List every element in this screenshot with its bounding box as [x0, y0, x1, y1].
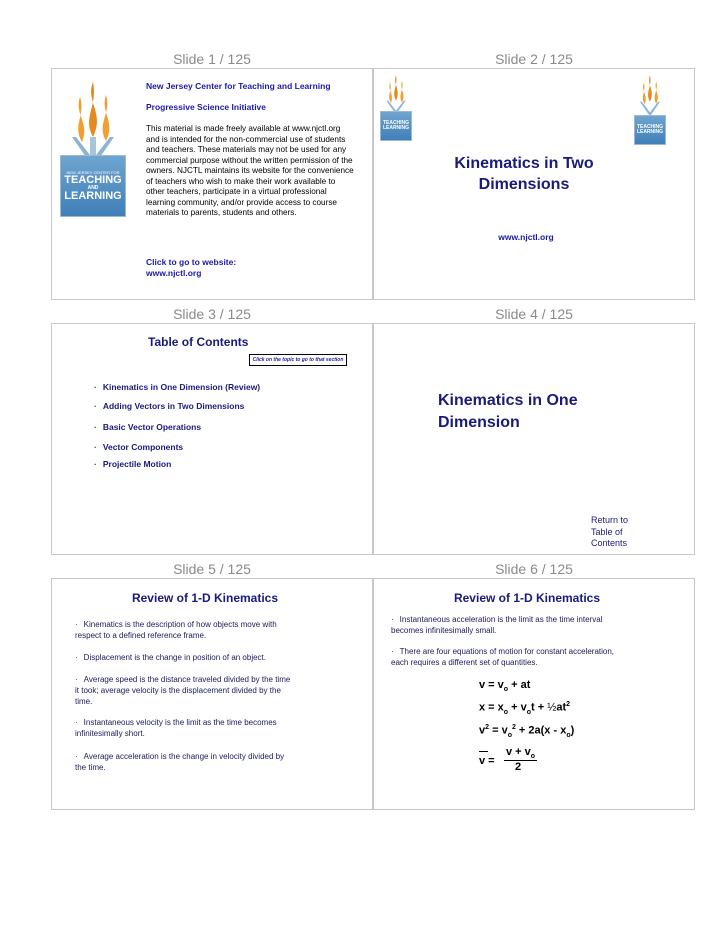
- slide-4-label: Slide 4 / 125: [495, 306, 573, 322]
- toc-hint-text: Click on the topic to go to that section: [252, 357, 344, 363]
- eq4-vbar: [479, 751, 488, 752]
- logo-line-4: LEARNING: [64, 189, 122, 202]
- toc-item-4-label: Vector Components: [102, 442, 184, 452]
- slide-5-title: Review of 1-D Kinematics: [131, 591, 279, 605]
- return-line-2: Table of: [591, 526, 623, 537]
- slide-4-title-line-2: Dimension: [438, 414, 520, 431]
- bullet-5-line-2: the time.: [75, 763, 106, 772]
- bullet-1: · Kinematics is the description of how objects move with respect to a defined reference frame.: [75, 620, 277, 640]
- toc-item-1[interactable]: · Kinematics in One Dimension (Review): [94, 382, 261, 392]
- slide-6[interactable]: [373, 578, 695, 810]
- slide-4-title-line-1: Kinematics in One: [438, 392, 578, 409]
- njctl-logo: [60, 77, 126, 217]
- slide-6-label: Slide 6 / 125: [495, 561, 573, 577]
- return-line-3: Contents: [591, 538, 628, 548]
- website-link[interactable]: www.njctl.org: [146, 268, 202, 278]
- toc-item-3[interactable]: · Basic Vector Operations: [94, 422, 202, 432]
- slide-5[interactable]: [51, 578, 373, 810]
- bullet-4: · Instantaneous velocity is the limit as the time becomes infinitesimally short.: [75, 718, 277, 738]
- org-name: New Jersey Center for Teaching and Learning: [146, 81, 331, 91]
- logo-left-line-4: LEARNING: [382, 125, 410, 131]
- slide-3-label: Slide 3 / 125: [173, 306, 251, 322]
- bullet-3: · Average speed is the distance traveled divided by the time it took; average velocity is the displacement divided by the time.: [75, 675, 291, 706]
- s6-bullet-1-line-2: becomes infinitesimally small.: [391, 626, 497, 635]
- toc-item-2-label: Adding Vectors in Two Dimensions: [102, 401, 245, 411]
- disclaimer-text: This material is made freely available at www.njctl.org and is intended for the non-commercial use of students and teachers. These materials may not be used for any commercial purpose without the written permission of the owners. NJCTL maintains its website for the convenience of teachers who wish to make their work available to other teachers, participate in a virtual professional learning community, and/or provide access to course materials to parents, students and others.: [146, 124, 354, 217]
- initiative-name: Progressive Science Initiative: [146, 102, 267, 112]
- slide-2[interactable]: [373, 68, 695, 300]
- eq4-lhs: v =: [479, 755, 495, 767]
- s6-bullet-2-line-2: each requires a different set of quantities.: [391, 658, 538, 667]
- website-url[interactable]: www.njctl.org: [498, 232, 554, 242]
- s6-bullet-1-line-1: Instantaneous acceleration is the limit as the time interval: [399, 615, 603, 624]
- toc-item-4[interactable]: · Vector Components: [94, 442, 184, 452]
- logo-right-line-4: LEARNING: [636, 129, 664, 135]
- logo-line-2: TEACHING: [64, 173, 122, 186]
- toc-item-1-label: Kinematics in One Dimension (Review): [102, 382, 261, 392]
- logo-line-1: NEW JERSEY CENTER FOR: [66, 169, 120, 175]
- equation-3: $v^2 = v_o^2 + 2a(x - x_o)$: [479, 724, 575, 739]
- s6-bullet-2: · There are four equations of motion for constant acceleration, each requires a different set of quantities.: [391, 647, 615, 667]
- toc-item-5-label: Projectile Motion: [102, 459, 172, 469]
- bullet-3-line-3: time.: [75, 697, 93, 706]
- slide-1-label: Slide 1 / 125: [173, 51, 251, 67]
- logo-left-line-2: TEACHING: [382, 120, 410, 126]
- return-line-1: Return to: [591, 515, 629, 525]
- bullet-2: · Displacement is the change in position of an object.: [75, 653, 267, 662]
- logo-line-3: AND: [87, 184, 99, 191]
- website-link-label[interactable]: Click to go to website:: [146, 257, 237, 267]
- equation-1: $v = v_o$ + at: [479, 679, 531, 694]
- bullet-1-line-1: Kinematics is the description of how objects move with: [83, 620, 277, 629]
- bullet-3-line-1: Average speed is the distance traveled divided by the time: [83, 675, 291, 684]
- eq4-numerator: $v + v_o$: [506, 746, 536, 761]
- eq4-denominator: 2: [515, 761, 522, 773]
- s6-bullet-2-line-1: There are four equations of motion for constant acceleration,: [399, 647, 615, 656]
- slide-2-title-line-1: Kinematics in Two: [454, 155, 594, 172]
- bullet-4-line-1: Instantaneous velocity is the limit as the time becomes: [83, 718, 277, 727]
- slide-5-label: Slide 5 / 125: [173, 561, 251, 577]
- slide-1[interactable]: [51, 68, 373, 300]
- slide-2-title-line-2: Dimensions: [478, 176, 570, 193]
- bullet-5-line-1: Average acceleration is the change in velocity divided by: [83, 752, 285, 761]
- slide-4[interactable]: [373, 323, 695, 555]
- njctl-logo-right: [634, 73, 666, 145]
- toc-item-5[interactable]: · Projectile Motion: [94, 459, 172, 469]
- bullet-5: · Average acceleration is the change in velocity divided by the time.: [75, 752, 285, 772]
- bullet-3-line-2: it took; average velocity is the displacement divided by the: [75, 686, 281, 695]
- slide-6-title: Review of 1-D Kinematics: [453, 591, 601, 605]
- toc-item-2[interactable]: · Adding Vectors in Two Dimensions: [94, 401, 245, 411]
- bullet-4-line-2: infinitesimally short.: [75, 729, 145, 738]
- toc-title: Table of Contents: [148, 335, 249, 349]
- equation-2: $x = x_o + v_ot$ + $\frac{1}{2}at^2$: [479, 701, 571, 716]
- equation-4: [479, 746, 549, 779]
- return-to-toc-link[interactable]: [591, 515, 628, 550]
- njctl-logo-left: [380, 73, 412, 141]
- slide-2-label: Slide 2 / 125: [495, 51, 573, 67]
- slide-3[interactable]: [51, 323, 373, 555]
- toc-item-3-label: Basic Vector Operations: [102, 422, 202, 432]
- bullet-2-line-1: Displacement is the change in position of an object.: [83, 653, 267, 662]
- toc-hint-box: [249, 354, 347, 366]
- bullet-1-line-2: respect to a defined reference frame.: [75, 631, 207, 640]
- logo-right-line-2: TEACHING: [636, 124, 664, 130]
- s6-bullet-1: · Instantaneous acceleration is the limit as the time interval becomes infinitesimally small.: [391, 615, 603, 635]
